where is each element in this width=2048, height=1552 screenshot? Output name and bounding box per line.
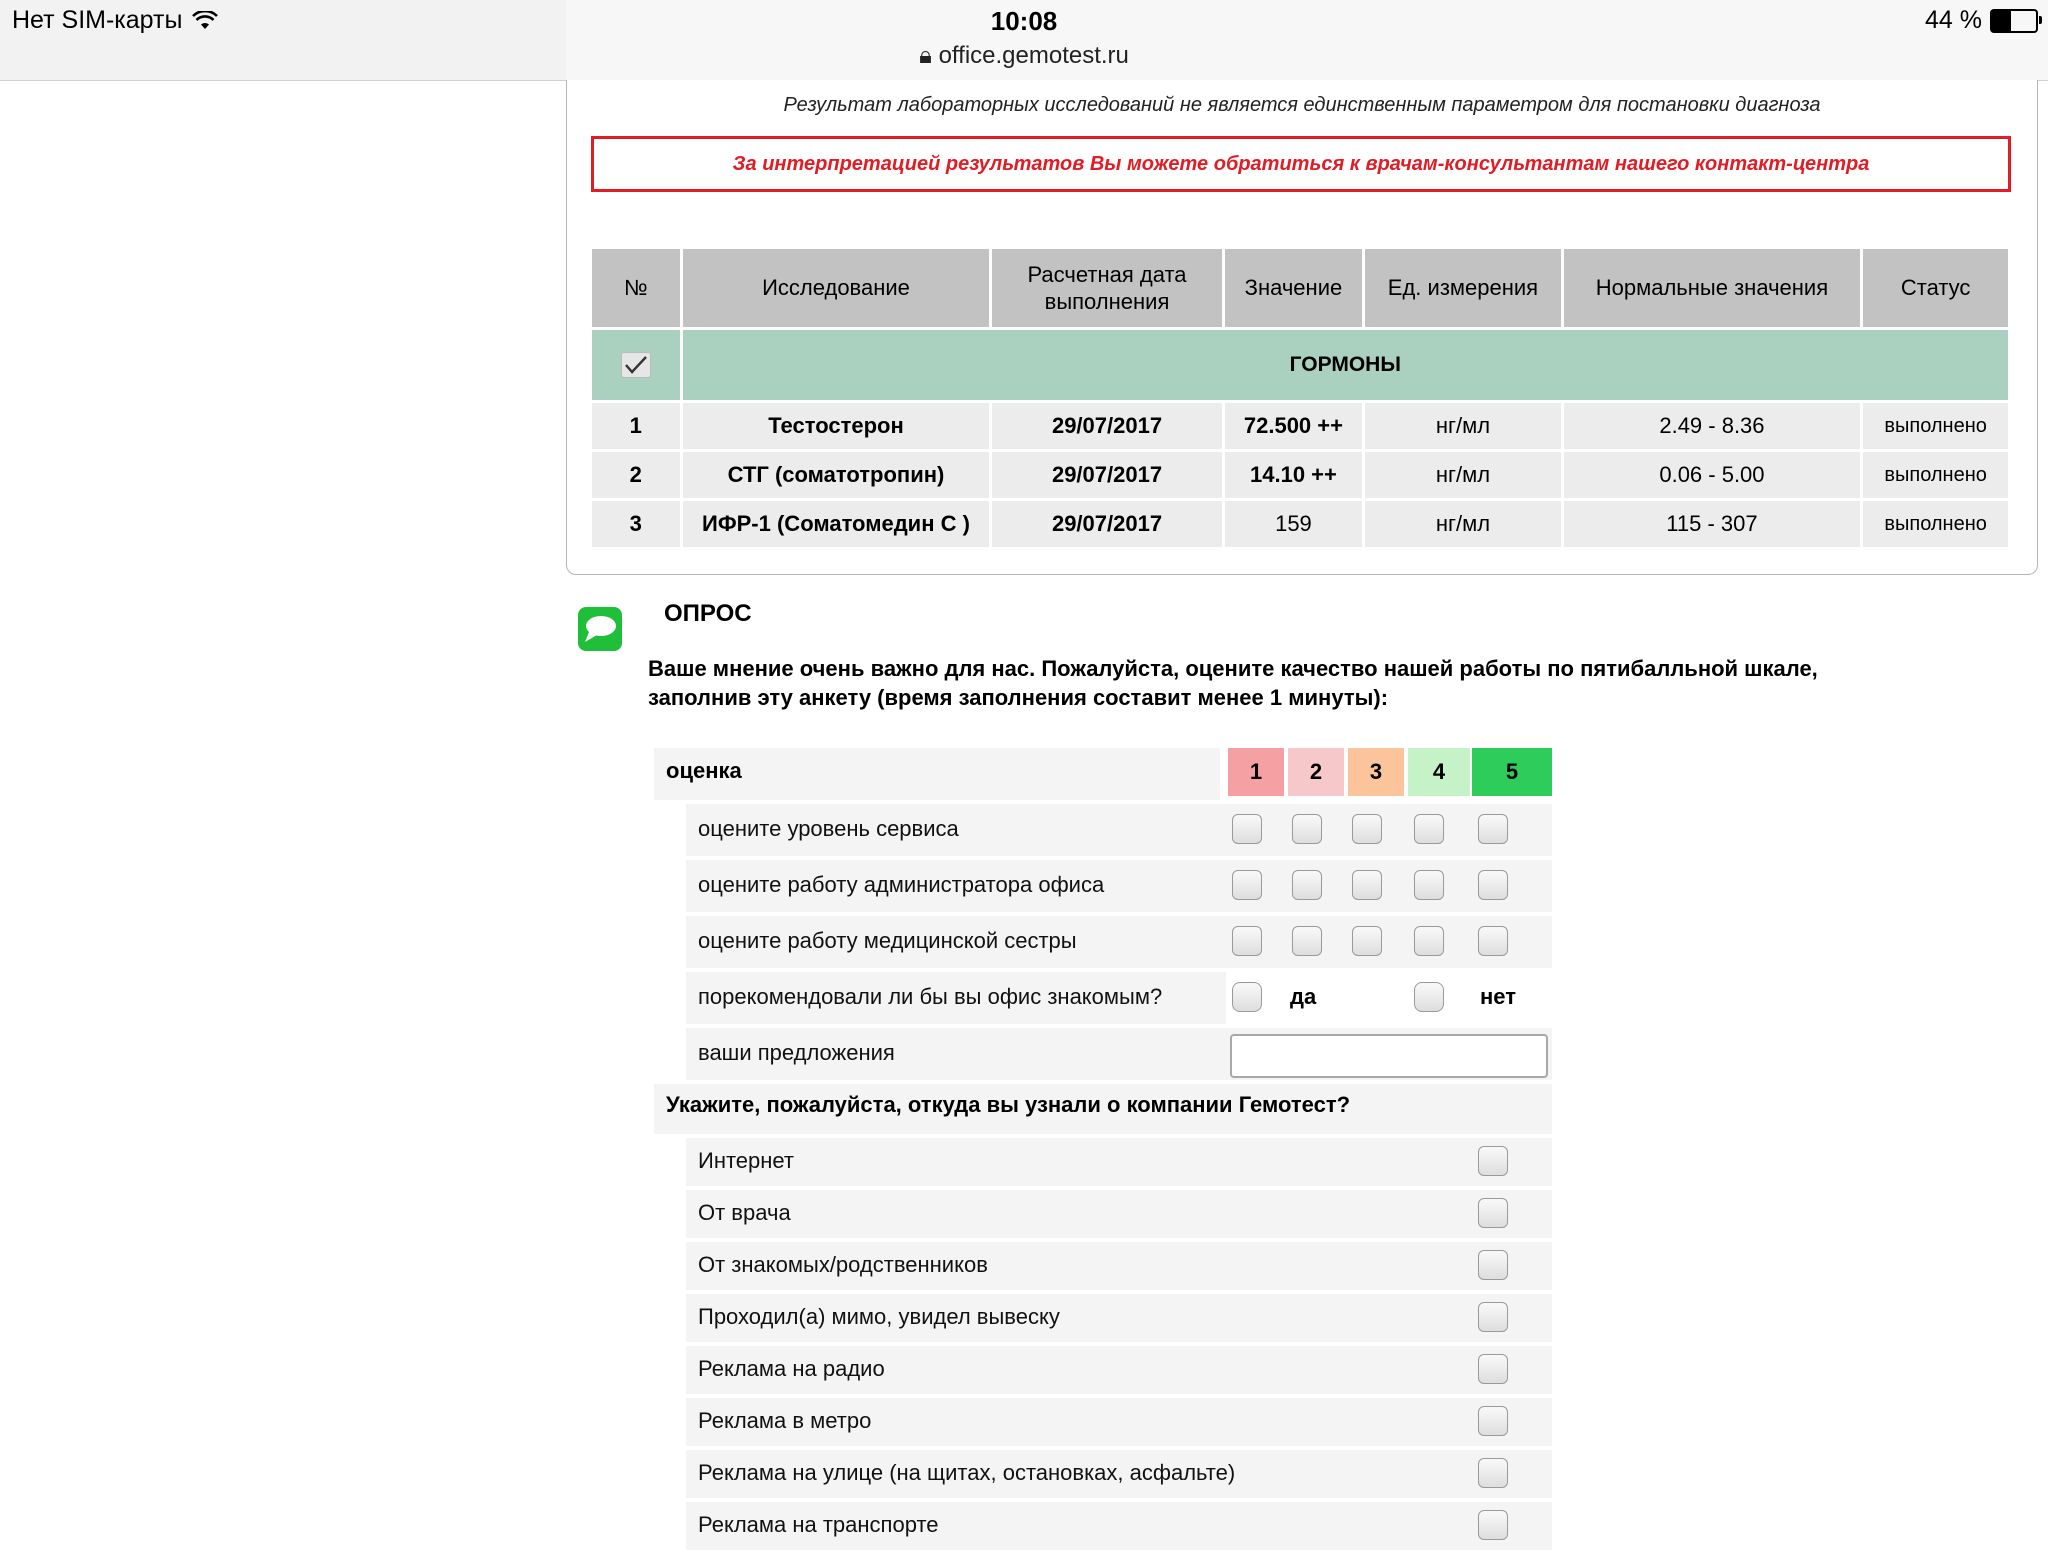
source-option-label: Интернет — [698, 1148, 794, 1173]
source-checkbox[interactable] — [1478, 1198, 1508, 1228]
survey-title: ОПРОС — [664, 600, 752, 627]
source-checkbox[interactable] — [1478, 1250, 1508, 1280]
source-option-label: Реклама на транспорте — [698, 1512, 939, 1537]
scale-2: 2 — [1288, 748, 1344, 796]
battery-percent: 44 % — [1925, 6, 1982, 34]
address-bar[interactable] — [0, 42, 2048, 70]
col-header-num: № — [592, 249, 680, 327]
scale-4: 4 — [1408, 748, 1470, 796]
source-question-row — [654, 1082, 1554, 1136]
lock-icon: 🔒︎ — [919, 42, 932, 69]
recommend-label: порекомендовали ли бы вы офис знакомым? — [698, 984, 1163, 1009]
rating-checkbox[interactable] — [1292, 870, 1322, 900]
checkmark-icon — [624, 355, 648, 375]
source-option-label: От знакомых/родственников — [698, 1252, 988, 1277]
rating-question-row — [654, 914, 1554, 970]
row-date: 29/07/2017 — [992, 403, 1221, 449]
row-date: 29/07/2017 — [992, 501, 1221, 547]
source-option-label: Реклама на улице (на щитах, остановках, асфальте) — [698, 1460, 1236, 1485]
row-test[interactable]: ИФР-1 (Соматомедин С ) — [683, 501, 990, 547]
row-unit: нг/мл — [1365, 501, 1560, 547]
status-bar — [0, 0, 2048, 81]
suggestions-row — [654, 1026, 1554, 1082]
source-option-label: Реклама на радио — [698, 1356, 885, 1381]
table-row — [592, 501, 2008, 547]
recommend-no-label: нет — [1480, 984, 1517, 1009]
recommend-yes-label: да — [1290, 984, 1317, 1009]
source-option-row — [654, 1136, 1554, 1188]
rating-header-row — [654, 746, 1554, 802]
survey-form — [654, 746, 1554, 1552]
table-row — [592, 452, 2008, 498]
source-checkbox[interactable] — [1478, 1146, 1508, 1176]
source-checkbox[interactable] — [1478, 1406, 1508, 1436]
rating-checkbox[interactable] — [1232, 814, 1262, 844]
group-checkbox[interactable] — [621, 352, 651, 378]
rating-checkbox[interactable] — [1352, 926, 1382, 956]
source-option-label: Проходил(а) мимо, увидел вывеску — [698, 1304, 1060, 1329]
clock: 10:08 — [990, 6, 1058, 36]
row-unit: нг/мл — [1365, 403, 1560, 449]
chat-bubble-icon — [577, 606, 623, 652]
scale-3: 3 — [1348, 748, 1404, 796]
source-option-row — [654, 1292, 1554, 1344]
source-checkbox[interactable] — [1478, 1354, 1508, 1384]
question-label: оцените работу медицинской сестры — [698, 928, 1077, 953]
rating-checkbox[interactable] — [1414, 926, 1444, 956]
suggestions-label: ваши предложения — [698, 1040, 895, 1065]
battery-icon — [1990, 9, 2038, 33]
source-option-row — [654, 1240, 1554, 1292]
rating-checkbox[interactable] — [1232, 926, 1262, 956]
scale-5: 5 — [1472, 748, 1552, 796]
row-value: 159 — [1225, 501, 1363, 547]
row-norm: 2.49 - 8.36 — [1564, 403, 1861, 449]
row-test[interactable]: Тестостерон — [683, 403, 990, 449]
results-header-row — [592, 249, 2008, 327]
source-checkbox[interactable] — [1478, 1458, 1508, 1488]
recommend-yes-radio[interactable] — [1232, 982, 1262, 1012]
col-header-unit: Ед. измерения — [1365, 249, 1560, 327]
row-value: 72.500 ++ — [1225, 403, 1363, 449]
question-label: оцените работу администратора офиса — [698, 872, 1105, 897]
rating-question-row — [654, 858, 1554, 914]
rating-checkbox[interactable] — [1478, 926, 1508, 956]
row-unit: нг/мл — [1365, 452, 1560, 498]
rating-checkbox[interactable] — [1292, 926, 1322, 956]
rating-question-row — [654, 802, 1554, 858]
results-panel — [566, 80, 2038, 575]
row-date: 29/07/2017 — [992, 452, 1221, 498]
results-table — [589, 246, 2011, 550]
rating-checkbox[interactable] — [1478, 814, 1508, 844]
row-value: 14.10 ++ — [1225, 452, 1363, 498]
source-option-label: Реклама в метро — [698, 1408, 872, 1433]
interpretation-notice — [591, 136, 2011, 192]
row-status: выполнено — [1863, 501, 2008, 547]
group-row — [592, 330, 2008, 400]
disclaimer-text: Результат лабораторных исследований не является единственным параметром для постановки диагноза — [783, 94, 1821, 116]
survey-intro: Ваше мнение очень важно для нас. Пожалуйста, оцените качество нашей работы по пятибалльной шкале, заполнив эту анкету (время заполнения составит менее 1 минуты): — [648, 656, 1818, 710]
source-checkbox[interactable] — [1478, 1302, 1508, 1332]
source-option-label: От врача — [698, 1200, 791, 1225]
question-label: оцените уровень сервиса — [698, 816, 959, 841]
row-num: 2 — [592, 452, 680, 498]
rating-checkbox[interactable] — [1352, 870, 1382, 900]
scale-1: 1 — [1228, 748, 1284, 796]
row-status: выполнено — [1863, 452, 2008, 498]
source-option-row — [654, 1188, 1554, 1240]
url-text: office.gemotest.ru — [938, 42, 1129, 69]
row-norm: 115 - 307 — [1564, 501, 1861, 547]
rating-checkbox[interactable] — [1414, 870, 1444, 900]
row-norm: 0.06 - 5.00 — [1564, 452, 1861, 498]
rating-checkbox[interactable] — [1352, 814, 1382, 844]
col-header-test: Исследование — [683, 249, 990, 327]
interpretation-text: За интерпретацией результатов Вы можете обратиться к врачам-консультантам нашего контакт-центра — [732, 152, 1870, 175]
row-num: 3 — [592, 501, 680, 547]
source-option-row — [654, 1396, 1554, 1448]
source-option-row — [654, 1344, 1554, 1396]
rating-checkbox[interactable] — [1292, 814, 1322, 844]
col-header-status: Статус — [1863, 249, 2008, 327]
rating-label: оценка — [666, 758, 742, 783]
recommend-no-radio[interactable] — [1414, 982, 1444, 1012]
col-header-norm: Нормальные значения — [1564, 249, 1861, 327]
source-question: Укажите, пожалуйста, откуда вы узнали о компании Гемотест? — [666, 1092, 1351, 1117]
row-status: выполнено — [1863, 403, 2008, 449]
suggestions-input[interactable] — [1230, 1034, 1548, 1078]
carrier-label: Нет SIM-карты — [12, 6, 183, 34]
battery-indicator — [1925, 6, 2038, 35]
rating-checkbox[interactable] — [1414, 814, 1444, 844]
group-title: ГОРМОНЫ — [683, 330, 2008, 400]
rating-checkbox[interactable] — [1232, 870, 1262, 900]
group-select-cell[interactable] — [592, 330, 680, 400]
source-option-row — [654, 1500, 1554, 1552]
table-row — [592, 403, 2008, 449]
row-num: 1 — [592, 403, 680, 449]
col-header-value: Значение — [1225, 249, 1363, 327]
row-test[interactable]: СТГ (соматотропин) — [683, 452, 990, 498]
col-header-date: Расчетная дата выполнения — [992, 249, 1221, 327]
rating-checkbox[interactable] — [1478, 870, 1508, 900]
source-option-row — [654, 1448, 1554, 1500]
recommend-row — [654, 970, 1554, 1026]
